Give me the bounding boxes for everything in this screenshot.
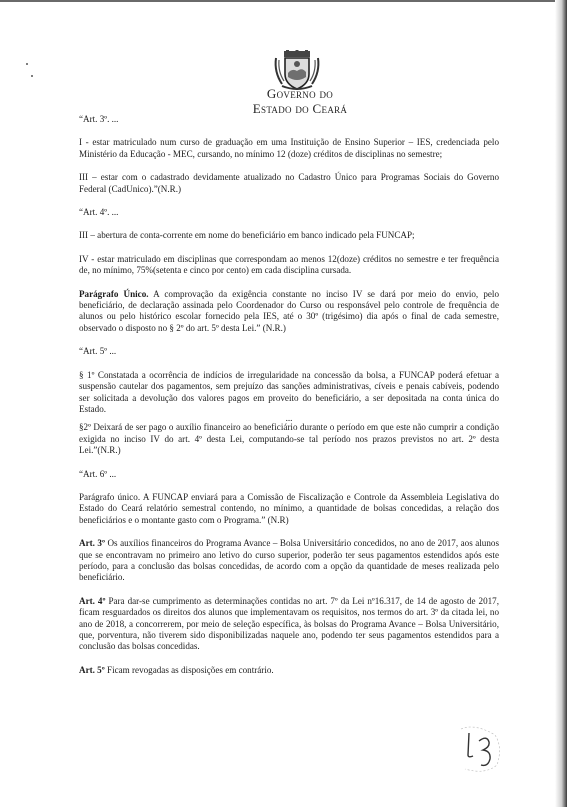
header-line-1 [200, 87, 400, 102]
scan-top-edge [0, 0, 567, 2]
paragraph-art-3: Art. 3º Os auxílios financeiros do Programa Avance – Bolsa Universitário concedidos, no ano de 2017, aos alunos que se encontravam no primeiro ano letivo do curso superior, poderão ter seus pagamentos estendidos após este período, para a conclusão das bolsas concedidas, de acordo com a opção da quantidade de meses realizada pelo beneficiário. [79, 538, 499, 583]
header-word: OVERNO [276, 90, 316, 100]
header-initial: C [312, 101, 322, 116]
header-initial: E [252, 101, 262, 116]
paragraph-art3-item-iii: III – estar com o cadastrado devidamente atualizado no Cadastro Único para Programas Sociais do Governo Federal (CadUnico).”(N.R.) [79, 172, 499, 194]
scan-right-edge [555, 0, 567, 807]
paragraph-art-4: Art. 4º Para dar-se cumprimento as determinações contidas no art. 7º da Lei nº16.317, de 14 de agosto de 2017, ficam resguardados os direitos dos alunos que implementavam os requisitos, nos termos do art. 3º da citada lei, no ano de 2018, a concorrerem, por meio de seleção específica, às bolsas do Programa Avance – Bolsa Universitário, que, porventura, não tiverem sido disponibilizadas naquele ano, podendo ter seus pagamentos estendidos para a conclusão das bolsas concedidas. [79, 595, 500, 652]
paragraph-art4-item-iv: IV - estar matriculado em disciplinas que correspondam ao menos 12(doze) créditos no semestre e ter frequência de, no mínimo, 75%(setenta e cinco por cento) em cada disciplina cursada. [79, 253, 499, 276]
paragraph-art5-sec1: § 1º Constatada a ocorrência de indícios de irregularidade na concessão da bolsa, a FUNCAP poderá efetuar a suspensão cautelar dos pagamentos, sem prejuízo das sanções administrativas, cíveis e penais cabíveis, podendo ser solicitada a devolução dos valores pagos em proveito do beneficiário, a ser depositada na conta única do Estado. [79, 369, 499, 414]
paragraph-art4-sole: Parágrafo Único. A comprovação da exigência constante no inciso IV se dará por meio do envio, pelo beneficiário, de declaração assinada pelo Coordenador do Curso ou responsável pelo controle de frequência de alunos ou pelo histórico escolar fornecido pela IES, até o 30º (trigésimo) dia após o final de cada semestre, observado o disposto no § 2º do art. 5º desta Lei.” (N.R.) [79, 288, 499, 333]
paragraph-art-5: Art. 5º Ficam revogadas as disposições em contrário. [79, 664, 274, 675]
paragraph-art4-heading: “Art. 4º. ... [79, 207, 119, 218]
paragraph-ellipsis: ... [285, 413, 293, 424]
header-word: EARÁ [321, 105, 348, 115]
header-word: DO [319, 90, 334, 100]
paragraph-art5-sec2: §2º Deixará de ser pago o auxílio financeiro ao beneficiário durante o período em que este não cumprir a condição exigida no inciso IV do art. 4º desta Lei, computando-se tal período nos prazos previstos no art. 2º desta Lei.”(N.R.) [79, 422, 499, 456]
document-body [79, 114, 499, 676]
paragraph-art5-heading: “Art. 5º ... [79, 346, 117, 357]
paragraph-art6-sole: Parágrafo único. A FUNCAP enviará para a Comissão de Fiscalização e Controle da Assembleia Legislativa do Estado do Ceará relatório semestral contendo, no mínimo, a quantidade de bolsas concedidas, a relação dos beneficiários e o montante gasto com o Programa.” (N.R) [79, 491, 499, 525]
header-word: STADO [261, 105, 292, 115]
paragraph-art6-heading: “Art. 6º ... [79, 468, 117, 479]
paragraph-art3-heading: “Art. 3º. ... [79, 114, 119, 124]
paragraph-art3-item-i: I - estar matriculado num curso de graduação em uma Instituição de Ensino Superior – IES, credenciada pelo Ministério da Educação - MEC, cursando, no mínimo 12 (doze) créditos de disciplinas no semestre; [79, 137, 499, 159]
government-header [200, 87, 400, 117]
header-word: DO [295, 105, 309, 115]
scan-speck [31, 75, 33, 77]
paragraph-art4-item-iii: III – abertura de conta-corrente em nome do beneficiário em banco indicado pela FUNCAP; [79, 230, 415, 241]
handwritten-initials [455, 725, 505, 775]
header-initial: G [266, 86, 277, 101]
scan-speck [26, 63, 28, 65]
